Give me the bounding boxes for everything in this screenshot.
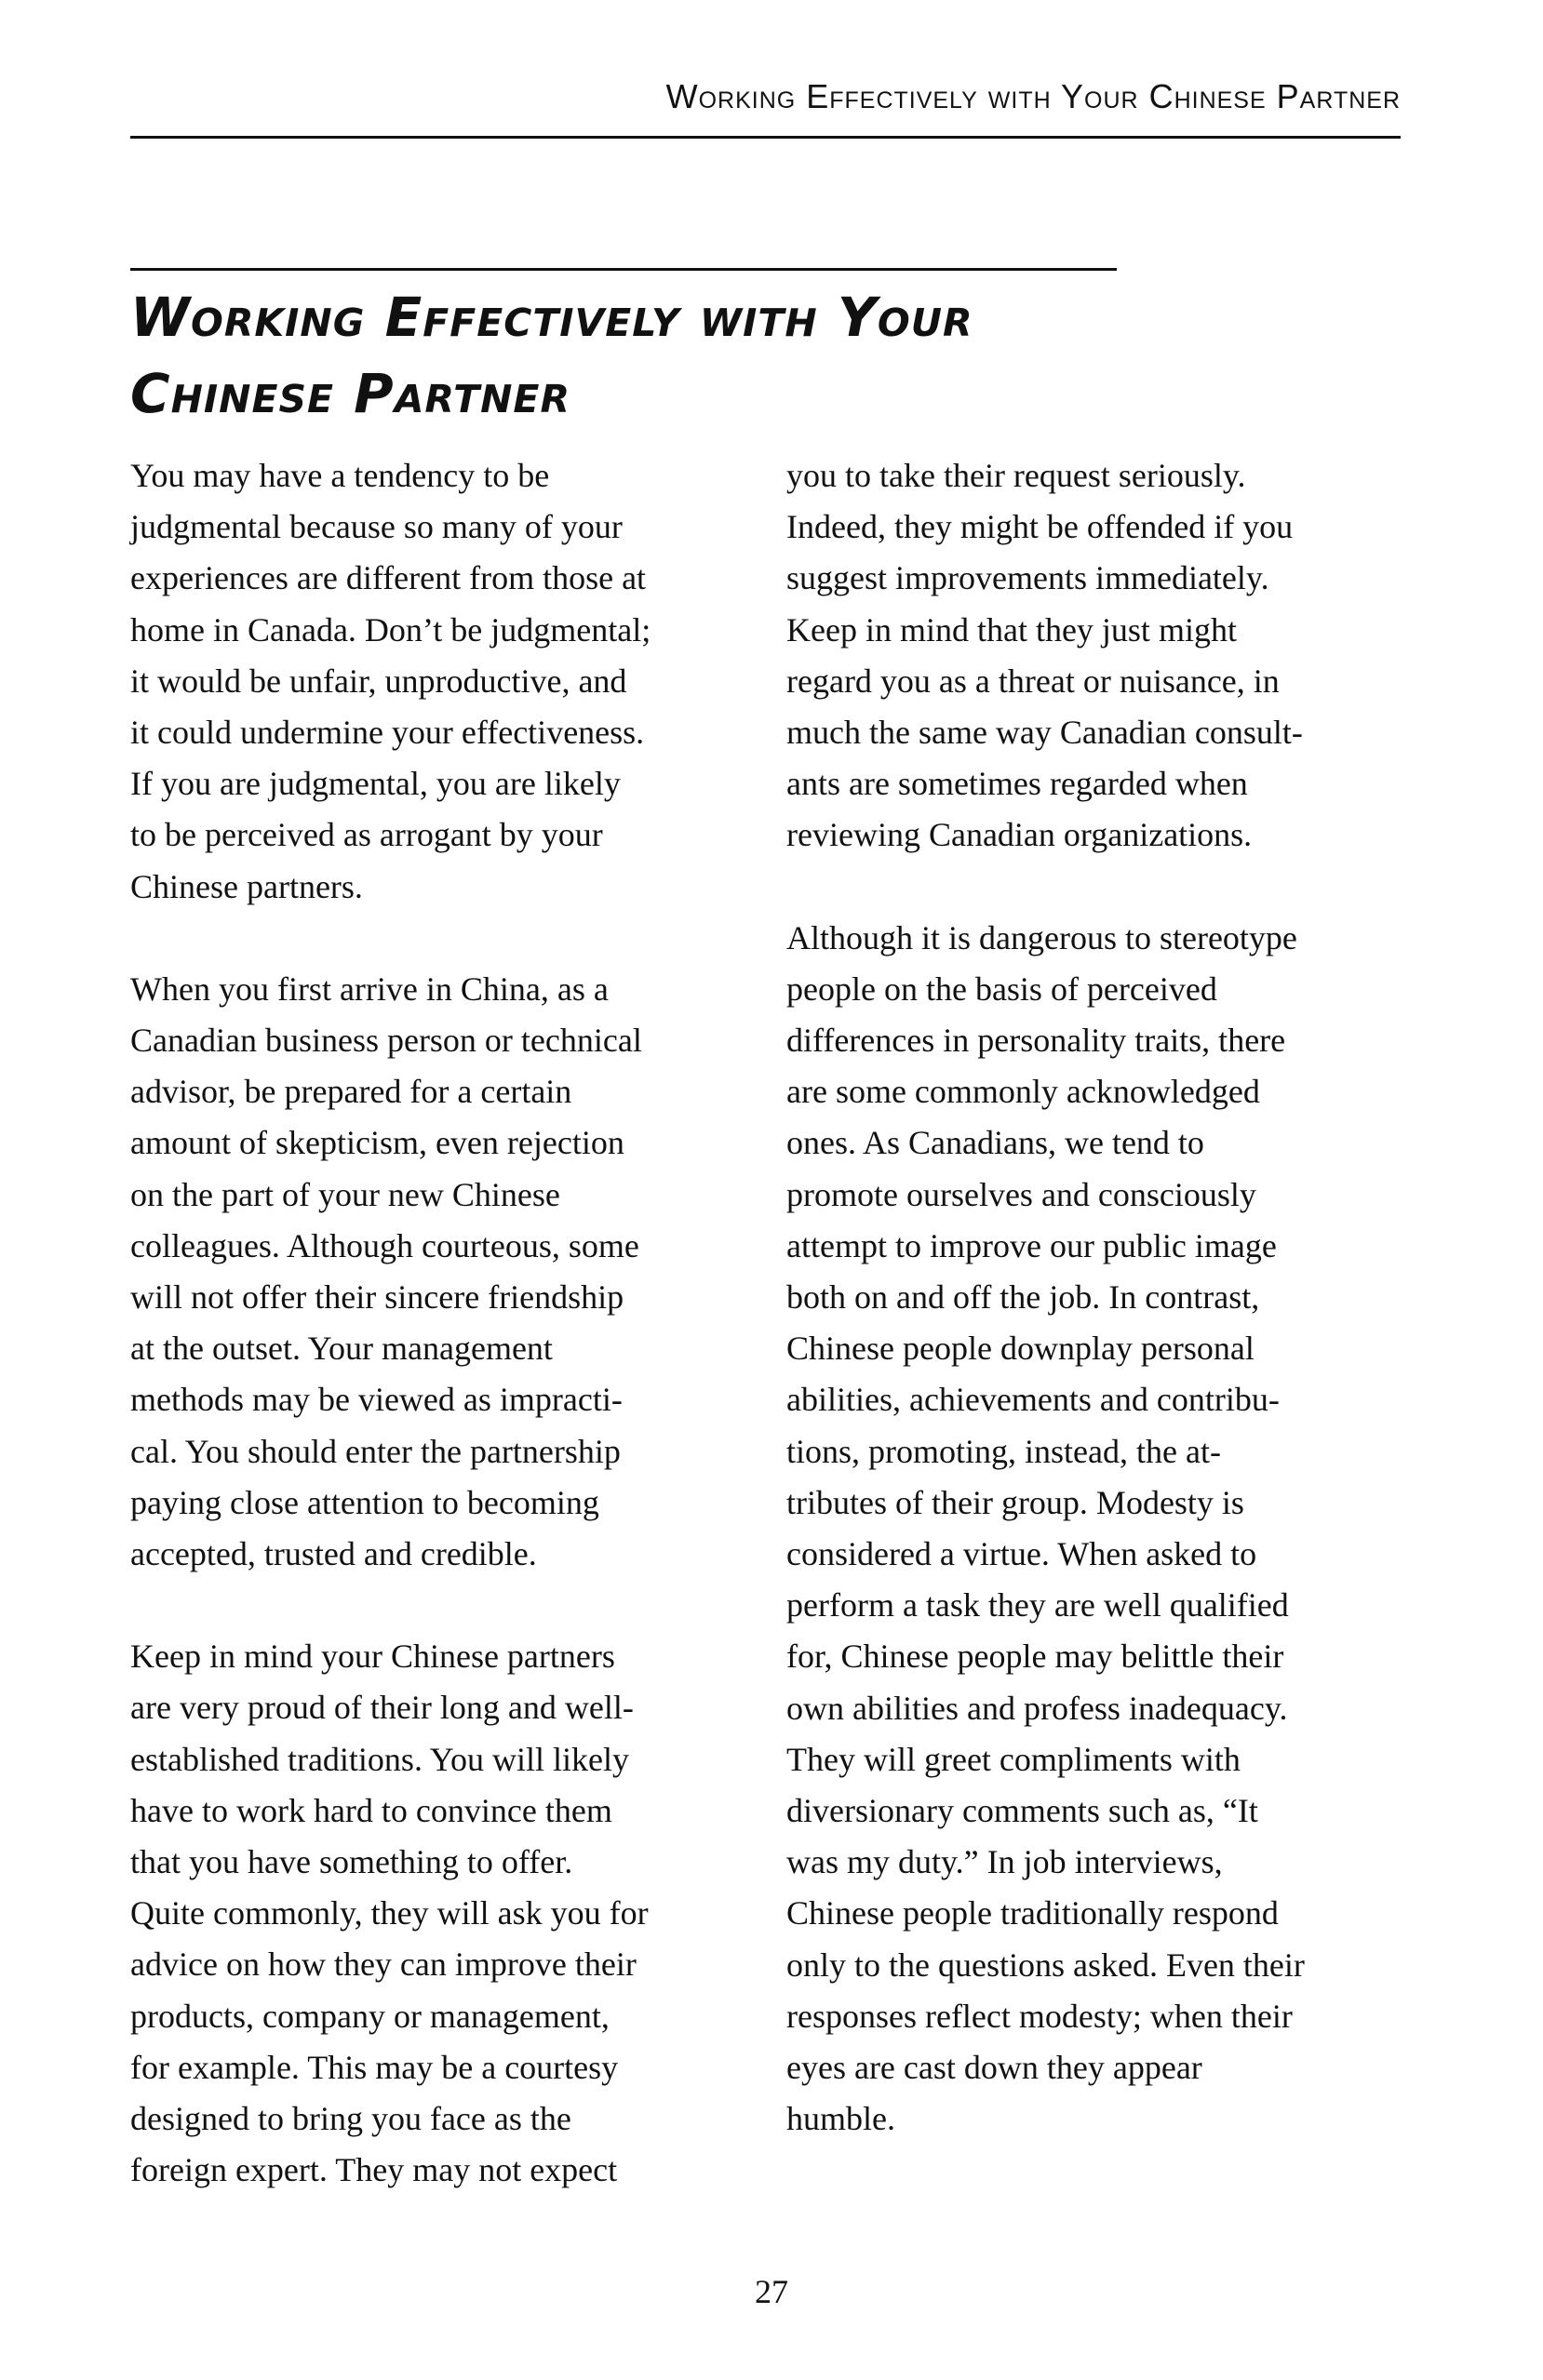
paragraph: You may have a tendency to be judgmental because so many of your experiences are different from those at home in Canada. Don’t be judgmental; it would be unfair, unproductive, and it could undermine your effectiveness. If you are judgmental, you are likely to be perceived as arrogant by your Chinese partners. [130,457,651,905]
section-title-line-2: Chinese Partner [130,362,571,425]
left-column [130,450,749,2248]
section-title [130,279,1154,432]
page-number: 27 [755,2273,788,2310]
paragraph: When you first arrive in China, as a Canadian business person or technical advisor, be prepared for a certain amount of skepticism, even rejection on the part of your new Chinese colleagues. Although courteous, some will not offer their sincere friendship at the outset. Your management methods may be viewed as impracti- cal. You should enter the partnership paying close attention to becoming accepted, trusted and credible. [130,969,642,1573]
header-rule [130,136,1401,139]
paragraph: you to take their request seriously. Indeed, they might be offended if you suggest improvements immediately. Keep in mind that they just might regard you as a threat or nuisance, in much the same way Canadian consult- ants are sometimes regarded when reviewing Canadian organizations. [786,457,1303,854]
paragraph: Keep in mind your Chinese partners are very proud of their long and well- established traditions. You will likely have to work hard to convince them that you have something to offer. Quite commonly, they will ask you for advice on how they can improve their products, company or management, for example. This may be a courtesy designed to bring you face as the foreign expert. They may not expect [130,1638,649,2189]
right-column [786,450,1429,2197]
paragraph: Although it is dangerous to stereotype people on the basis of perceived differences in personality traits, there are some commonly acknowledged ones. As Canadians, we tend to promote ourselves and consciously attempt to improve our public image both on and off the job. In contrast, Chinese people downplay personal abilities, achievements and contribu- tions, promoting, instead, the at- tributes of their group. Modesty is considered a virtue. When asked to perform a task they are well qualified for, Chinese people may belittle their own abilities and profess inadequacy. They will greet compliments with diversionary comments such as, “It was my duty.” In job interviews, Chinese people traditionally respond only to the questions asked. Even their responses reflect modesty; when their eyes are cast down they appear humble. [786,918,1305,2138]
title-rule [130,268,1117,271]
running-header: Working Effectively with Your Chinese Partner [665,77,1401,115]
section-title-line-1: Working Effectively with Your [130,286,973,349]
